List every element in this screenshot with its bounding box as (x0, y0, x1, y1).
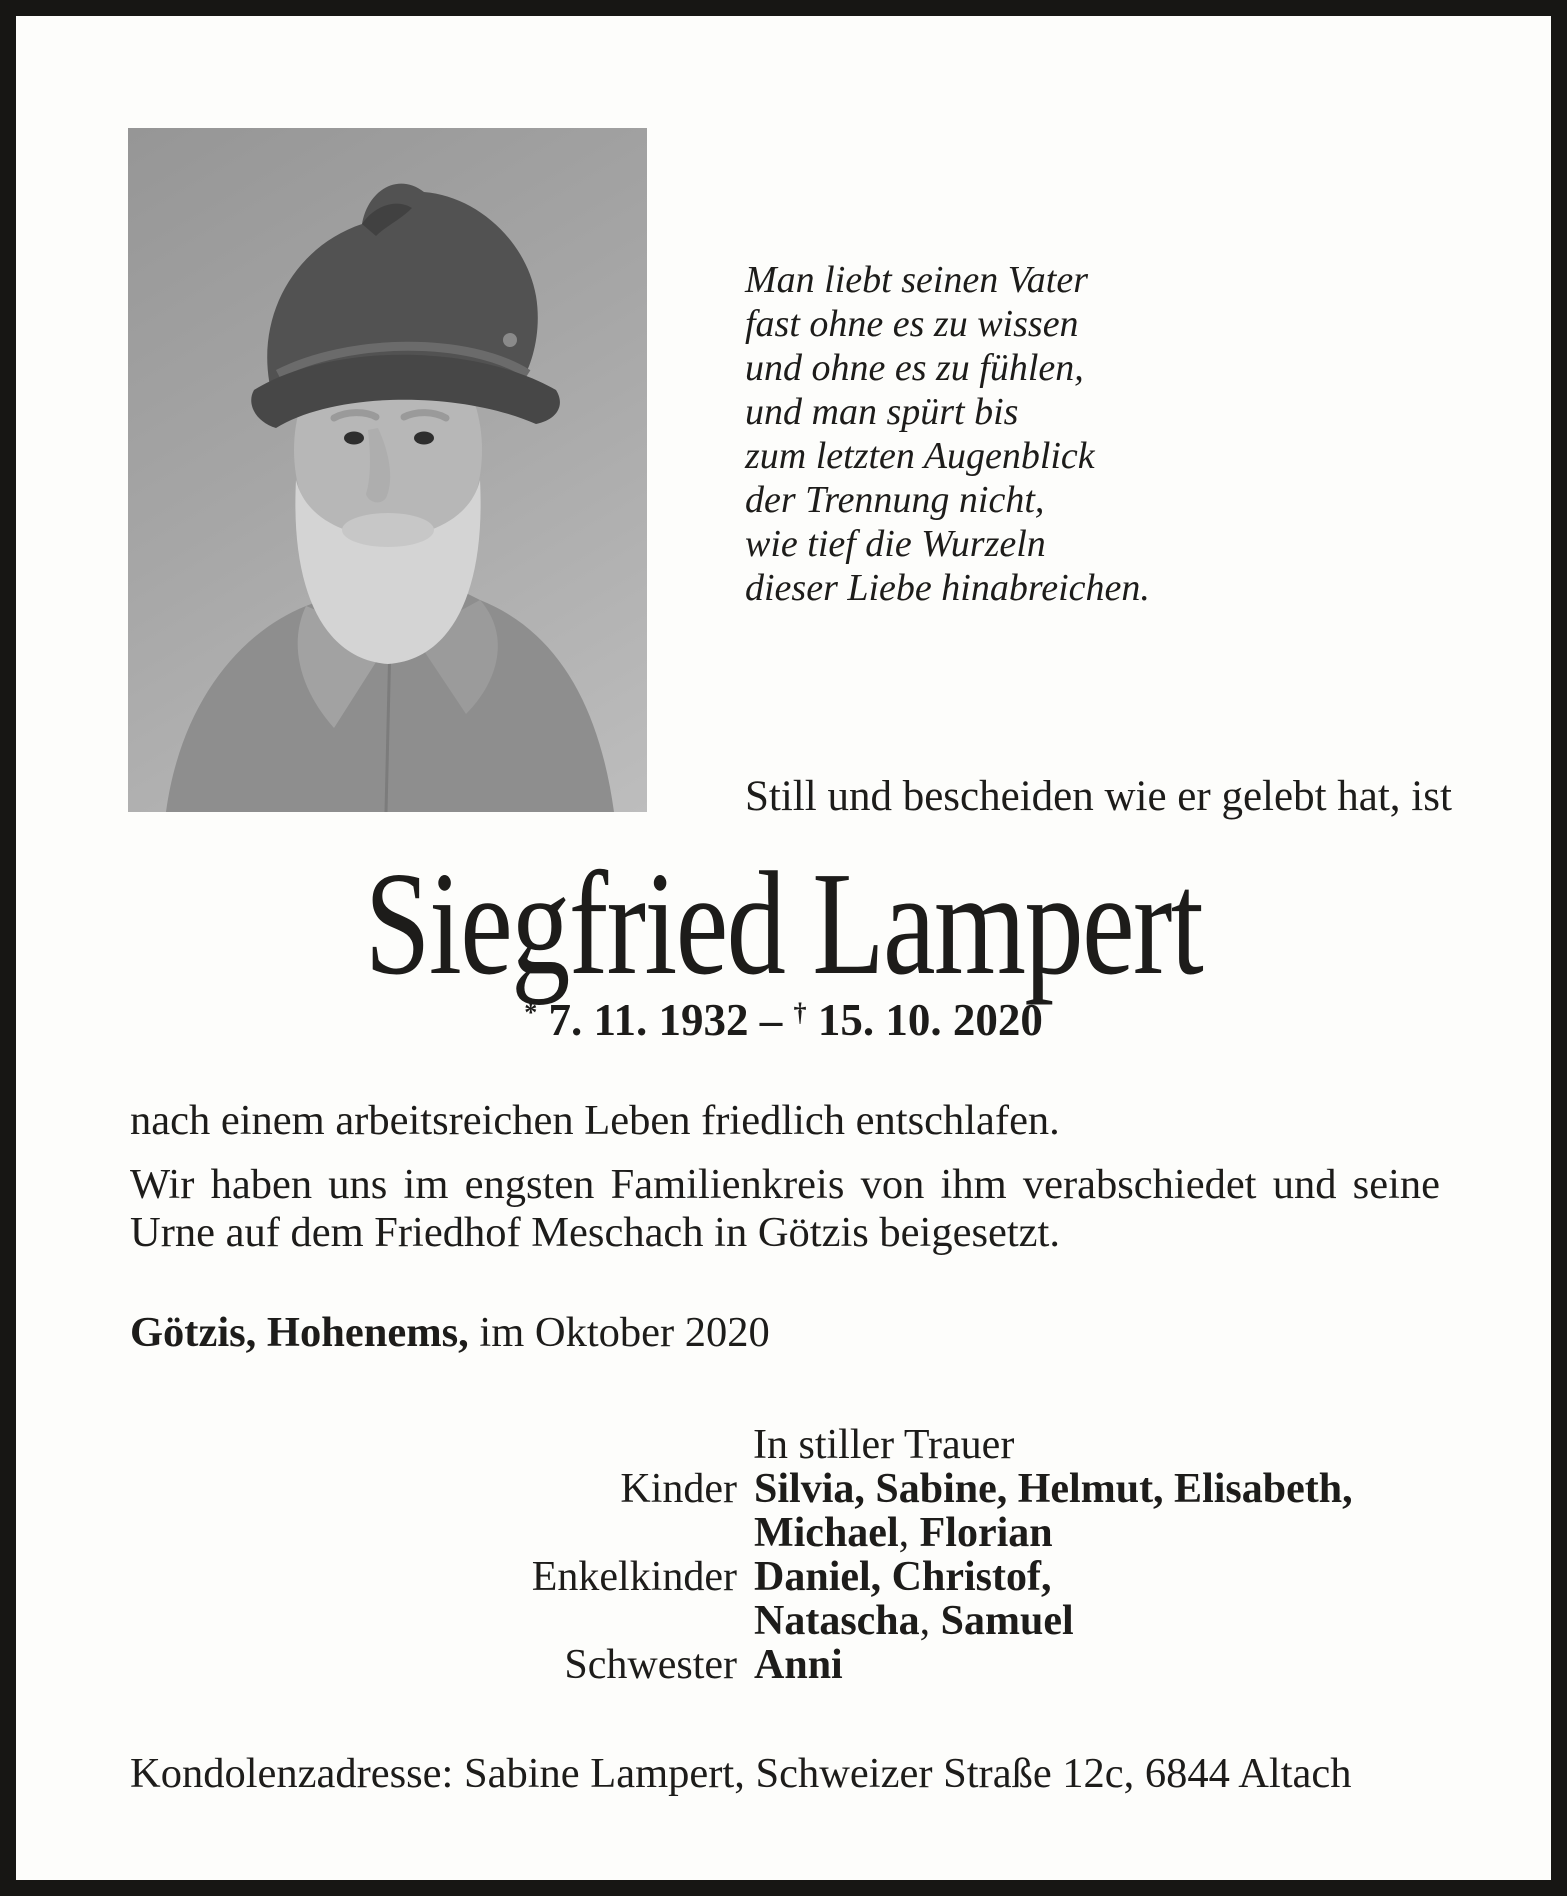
name-separator: , (919, 1598, 941, 1644)
death-cross-symbol: † (793, 997, 807, 1027)
label-enkelkinder: Enkelkinder (531, 1554, 737, 1600)
death-date: 15. 10. 2020 (817, 995, 1043, 1045)
poem-line: fast ohne es zu wissen (745, 303, 1079, 345)
mustache-shape (342, 513, 434, 547)
names-enkelkinder (754, 1555, 1353, 1643)
poem-line: dieser Liebe hinabreichen. (745, 567, 1150, 609)
poem-line: und ohne es zu fühlen, (745, 347, 1084, 389)
paragraph-farewell-line1: Wir haben uns im engsten Familienkreis von ihm verabschiedet und seine (130, 1161, 1440, 1208)
name-text: Samuel (940, 1598, 1074, 1644)
names-line (754, 1511, 1353, 1555)
names-schwester (754, 1643, 1353, 1687)
name-text: Florian (919, 1510, 1053, 1556)
poem-line: zum letzten Augenblick (745, 435, 1095, 477)
life-dates (16, 994, 1551, 1046)
names-line: Anni (754, 1642, 843, 1688)
names-kinder (754, 1467, 1353, 1555)
portrait-illustration (128, 128, 647, 812)
birth-star-symbol: * (524, 997, 538, 1027)
poem-line: Man liebt seinen Vater (745, 259, 1088, 301)
names-line: Silvia, Sabine, Helmut, Elisabeth, (754, 1466, 1353, 1512)
birth-date: 7. 11. 1932 (548, 995, 749, 1045)
poem-line: der Trennung nicht, (745, 479, 1045, 521)
deceased-name (16, 842, 1551, 1006)
paragraph-farewell-line2: Urne auf dem Friedhof Meschach in Götzis beigesetzt. (130, 1209, 1060, 1256)
month-year: im Oktober 2020 (479, 1309, 770, 1356)
name-text: Michael (754, 1510, 899, 1556)
poem-line: wie tief die Wurzeln (745, 523, 1046, 565)
place-date-line (130, 1308, 770, 1357)
paragraph-entschlafen: nach einem arbeitsreichen Leben friedlich entschlafen. (130, 1097, 1060, 1144)
right-eye (414, 432, 434, 445)
mourning-list (300, 1467, 1353, 1687)
mourning-header: In stiller Trauer (753, 1422, 1015, 1468)
names-line (754, 1599, 1353, 1643)
poem (745, 258, 1150, 610)
portrait-photo (128, 128, 647, 812)
names-line: Daniel, Christof, (754, 1554, 1052, 1600)
date-separator: – (759, 995, 783, 1045)
label-schwester: Schwester (564, 1642, 737, 1688)
condolence-line: Kondolenzadresse: Sabine Lampert, Schweizer Straße 12c, 6844 Altach (130, 1750, 1352, 1797)
label-kinder: Kinder (620, 1466, 737, 1512)
name-text: Natascha (754, 1598, 920, 1644)
name-separator: , (898, 1510, 920, 1556)
left-eye (344, 432, 364, 445)
hat-pin (503, 333, 517, 347)
poem-line: und man spürt bis (745, 391, 1019, 433)
deceased-name-text: Siegfried Lampert (364, 842, 1203, 1006)
place-names: Götzis, Hohenems, (130, 1309, 469, 1356)
intro-line: Still und bescheiden wie er gelebt hat, ist (745, 773, 1452, 820)
